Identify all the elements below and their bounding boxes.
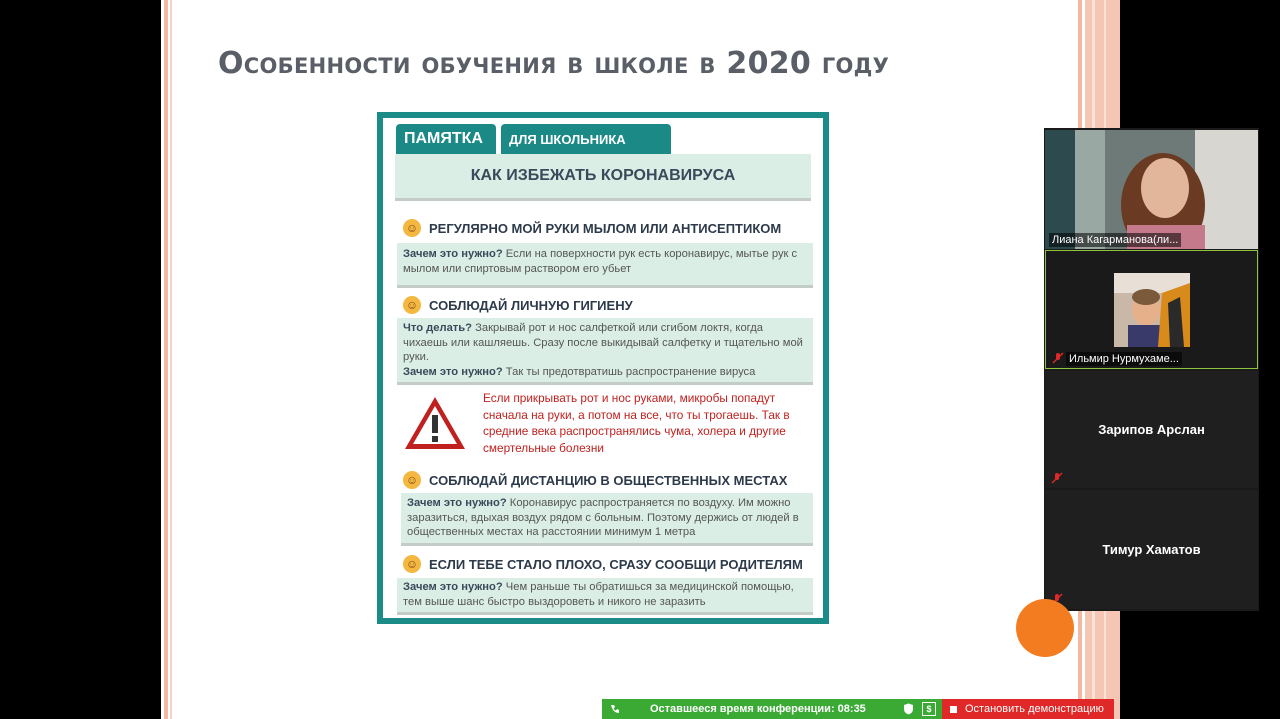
section-box [397,318,813,382]
section-text: Коронавирус распространяется по воздуху. Им можно заразиться, вдыхая воздух рядом с больным. Поэтому держись от людей в общественных местах на расстоянии минимум 1 метра [407,497,799,538]
section-heading [403,293,633,317]
section-heading-text: СОБЛЮДАЙ ДИСТАНЦИЮ В ОБЩЕСТВЕННЫХ МЕСТАХ [429,472,788,488]
slide-title: Особенности обучения в школе в 2020 году [218,46,890,81]
section-text: Закрывай рот и нос салфеткой или сгибом локтя, когда чихаешь или кашляешь. Сразу после выкидывай салфетку и тщательно мой руки. [403,322,803,363]
meeting-timer-bar[interactable] [602,699,942,719]
participant-avatar-photo [1114,273,1190,347]
section-text: Чем раньше ты обратишься за медицинской помощью, тем выше шанс быстро выздороветь и никого не заразить [403,581,794,608]
section-question: Что делать? [403,322,472,334]
emoji-icon: ☺ [403,296,421,314]
poster-tab-memo: ПАМЯТКА [396,124,496,154]
section-heading-text: РЕГУЛЯРНО МОЙ РУКИ МЫЛОМ ИЛИ АНТИСЕПТИКОМ [429,220,782,236]
section-question: Зачем это нужно? [403,248,503,260]
slide-stripe [170,0,172,719]
participant-name: Ильмир Нурмухаме... [1066,352,1182,366]
section-heading [403,216,781,240]
warning-icon [403,393,468,453]
section-heading-text: ЕСЛИ ТЕБЕ СТАЛО ПЛОХО, СРАЗУ СООБЩИ РОДИТЕЛЯМ [429,556,803,572]
slide-stripe [164,0,168,719]
section-question: Зачем это нужно? [407,497,507,509]
section-question: Зачем это нужно? [403,365,503,378]
participant-video-tile[interactable] [1045,130,1258,249]
section-box [397,578,813,612]
mic-muted-icon [1051,472,1063,484]
section-text: Так ты предотвратишь распространение вируса [502,365,756,378]
slide-decoration-circle [1016,599,1074,657]
phone-icon [610,704,620,714]
participant-video-tile[interactable] [1045,490,1258,609]
section-question: Зачем это нужно? [403,581,503,593]
participant-video-tile-active[interactable] [1045,250,1258,369]
poster-banner: КАК ИЗБЕЖАТЬ КОРОНАВИРУСА [395,154,811,198]
emoji-icon: ☺ [403,555,421,573]
section-heading-text: СОБЛЮДАЙ ЛИЧНУЮ ГИГИЕНУ [429,297,633,313]
participant-video-tile[interactable] [1045,371,1258,488]
section-box [397,243,813,285]
warning-text: Если прикрывать рот и нос руками, микробы попадут сначала на руки, а потом на все, что ты трогаешь. Так в средние века распространялись чума, холера и другие смертельные болезни [483,391,790,455]
emoji-icon: ☺ [403,471,421,489]
dollar-icon[interactable]: $ [922,702,936,716]
stop-icon [950,706,957,713]
participant-name: Лиана Кагарманова(ли... [1049,233,1181,247]
stop-share-label: Остановить демонстрацию [965,703,1104,715]
stop-share-button[interactable] [942,699,1114,719]
memo-poster [377,112,829,624]
shield-icon[interactable] [903,703,914,715]
poster-tab-student: ДЛЯ ШКОЛЬНИКА [501,124,671,154]
section-text: Если на поверхности рук есть коронавирус, мытье рук с мылом или спиртовым раствором его убьет [403,248,798,275]
meeting-time-remaining: Оставшееся время конференции: 08:35 [650,703,866,715]
mic-muted-icon [1052,352,1064,364]
poster-body [383,118,823,618]
participant-name: Тимур Хаматов [1102,542,1201,557]
section-heading [403,468,787,492]
section-heading [403,552,803,576]
participant-video [1045,130,1258,249]
emoji-icon: ☺ [403,219,421,237]
section-box [401,493,813,543]
participant-name: Зарипов Арслан [1098,422,1205,437]
